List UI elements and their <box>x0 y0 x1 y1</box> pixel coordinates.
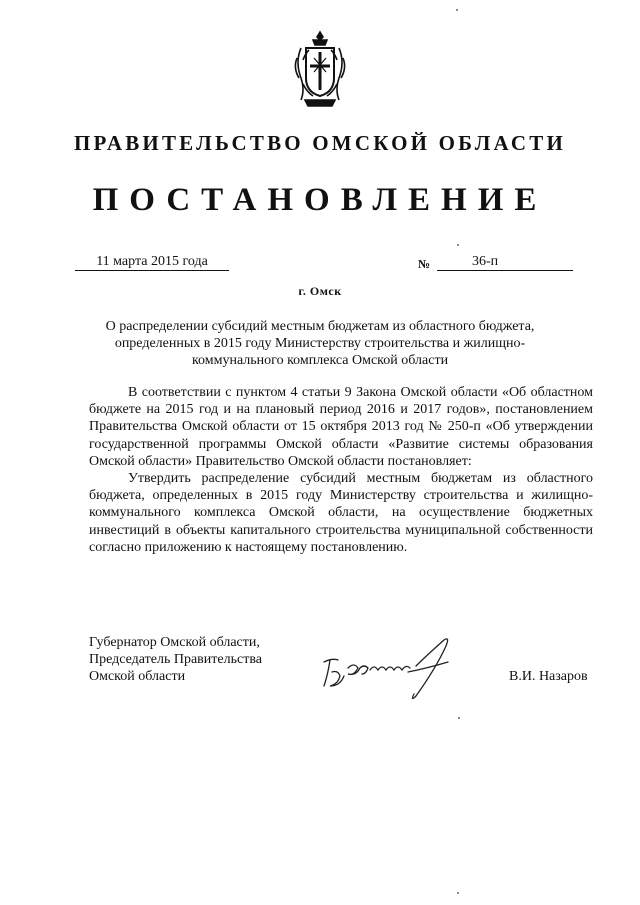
signer-title <box>89 634 262 685</box>
signer-title-line: Омской области <box>89 669 186 684</box>
document-number: 36-п <box>437 254 573 271</box>
scan-speck <box>457 892 459 894</box>
handwritten-signature <box>318 632 468 702</box>
scan-speck <box>458 717 460 719</box>
number-sign: № <box>418 257 431 271</box>
coat-of-arms-icon <box>291 28 349 112</box>
document-city: г. Омск <box>298 284 342 298</box>
subject-line: коммунального комплекса Омской области <box>191 353 449 368</box>
subject-line: определенных в 2015 году Министерству строительства и жилищно- <box>114 336 526 351</box>
body-paragraph: Утвердить распределение субсидий местным бюджетам из областного бюджета, определенных в 2015 году Министерству строительства и жилищно-коммунального комплекса Омской области, на осуществление бюджетных инвестиций в объекты капитального строительства муниципальной собственности согласно приложению к настоящему постановлению. <box>89 471 593 555</box>
government-title: ПРАВИТЕЛЬСТВО ОМСКОЙ ОБЛАСТИ <box>73 131 566 155</box>
body-paragraph: В соответствии с пунктом 4 статьи 9 Закона Омской области «Об областном бюджете на 2015 год и на плановый период 2016 и 2017 годов», постановлением Правительства Омской области от 15 октября 2013 год № 250-п «Об утверждении государственной программы Омской области «Развитие системы образования Омской области» Правительство Омской области постановляет: <box>89 385 593 469</box>
signer-title-line: Губернатор Омской области, <box>89 635 260 650</box>
scan-speck <box>456 9 458 11</box>
subject-line: О распределении субсидий местным бюджетам из областного бюджета, <box>105 319 535 334</box>
document-date: 11 марта 2015 года <box>75 254 229 271</box>
scan-speck <box>457 244 459 246</box>
document-subject <box>88 318 552 369</box>
signer-title-line: Председатель Правительства <box>89 652 262 667</box>
document-type: ПОСТАНОВЛЕНИЕ <box>92 182 548 218</box>
signer-name: В.И. Назаров <box>509 669 588 684</box>
document-body <box>89 384 593 556</box>
